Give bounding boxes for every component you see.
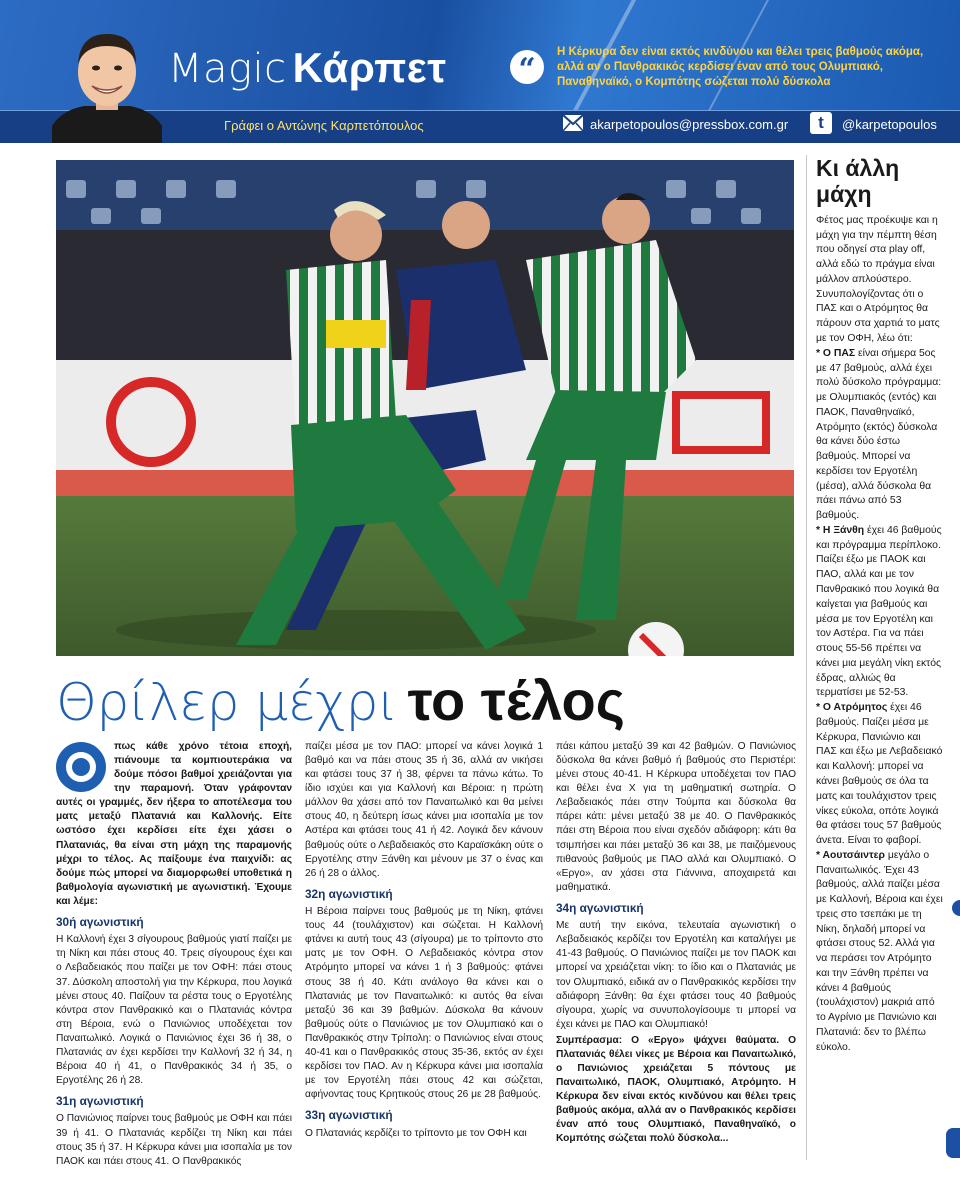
sidebar-item-panaitolikos-lead: * Αουτσάιντερ <box>816 849 885 861</box>
author-email-link[interactable]: akarpetopoulos@pressbox.com.gr <box>590 117 789 132</box>
section-heading-31: 31η αγωνιστική <box>56 1094 144 1109</box>
edge-marker <box>952 900 960 916</box>
sidebar-item-atromitos-text: έχει 46 βαθμούς. Παίζει μέσα με Κέρκυρα, Πανιώνιο και ΠΑΣ και έξω με Λεβαδειακό και Καλλονή: μπορεί να κάνει βαθμούς σε όλα τα ματς και τουλάχιστον τρεις νίκες εύκολα, οπότε λογικά θα φτάσει τους 57 βαθμούς άνετα. Είναι το φαβορί. <box>816 702 943 847</box>
section-heading-33: 33η αγωνιστική <box>305 1108 393 1123</box>
section-text-31-part1: Ο Πανιώνιος παίρνει τους βαθμούς με ΟΦΗ και πάει 39 ή 41. Ο Πλατανιάς κερδίζει τη Νίκη και πάει στους 35 ή 37. Η Κέρκυρα κάνει μια ισοπαλία με τον ΠΑΟΚ και πάει στους 41. Ο Πανθρακικός <box>56 1113 292 1167</box>
section-text-33-part1: Ο Πλατανιάς κερδίζει το τρίποντο με τον ΟΦΗ και <box>305 1127 527 1139</box>
section-heading-34: 34η αγωνιστική <box>556 900 644 915</box>
article-headline <box>56 668 796 738</box>
section-text-31-part2: παίζει μέσα με τον ΠΑΟ: μπορεί να κάνει λογικά 1 βαθμό και να πάει στους 35 ή 36, αλλά αν νικήσει και φτάσει τους 37 ή 38, φέρνει τα πάνω κάτω. Το ίδιο ισχύει και για Καλλονή και Βέροια: η πρώτη μάλλον θα χάσει από τον Παναιτωλικό και θα μείνει στους 40, η δεύτερη ίσως κάνει μια ισοπαλία με τον Αστέρα και φτάσει τους 41 ή 42. Λογικά δεν κάνουν βαθμούς ούτε ο Λεβαδειακός στο Καραϊσκάκη ούτε ο Εργοτέλης στην Ξάνθη και μένουν με 37 ο ένας και 26 ή 28 ο άλλος. <box>305 741 543 879</box>
article-column-1 <box>56 740 292 1171</box>
sidebar-item-pas-text: είναι σήμερα 5ος με 47 βαθμούς, αλλά έχει πολύ δύσκολο πρόγραμμα: με Ολυμπιακός (εντός) και ΠΑΟΚ, Παναθηναϊκό, Ατρόμητο (εκτός) δύσκολα θα κάνει δύο έστω βαθμούς. Μπορεί να κερδίσει τον Εργοτέλη (μέσα), αλλά δύσκολα θα πάει πάνω από 53 βαθμούς. <box>816 347 942 522</box>
sidebar-body <box>816 214 944 1056</box>
quote-icon: “ <box>510 50 544 84</box>
column-name-bold: Κάρπετ <box>292 44 447 91</box>
section-text-32: Η Βέροια παίρνει τους βαθμούς με τη Νίκη, φτάνει τους 44 (τουλάχιστον) και σώζεται. Η Καλλονή φτάνει κι αυτή τους 43 (σίγουρα) με το τρίποντο στο ματς με τον ΟΦΗ. Ο Λεβαδειακός κόντρα στον Ατρόμητο μπορεί να κάνει 1 ή 3 βαθμούς: φτάνει στους 38 ή 40. Κάτι ανάλογο θα κάνει και ο Πλατανιάς με τον Παναιτωλικό: κι αυτός θα είναι μεταξύ 36 και 39 βαθμών. Δύσκολα θα κάνουν βαθμούς ούτε ο Πανιώνιος με τον Ολυμπιακό και ο Πανθρακικός στην Τρίπολη: ο Πανιώνιος είναι στους 40-41 και ο Πανθρακικός στους 35-36, εκτός αν έχει κερδίσει τον ΠΑΟ. Αν η Κέρκυρα κάνει μια ισοπαλία με τον Εργοτέλη πάει στους 42 και σώζεται, αφήνοντας τους Κρητικούς στους 26 με 28 βαθμούς. <box>305 906 543 1101</box>
section-heading-32: 32η αγωνιστική <box>305 886 393 901</box>
twitter-handle-link[interactable]: @karpetopoulos <box>842 117 937 132</box>
sidebar-item-panaitolikos-text: μεγάλο ο Παναιτωλικός. Έχει 43 βαθμούς, αλλά παίζει μέσα με Καλλονή, Βέροια και έχει τρεις στο τσεπάκι με τη Νίκη, δηλαδή μπορεί να φτάσει στους 52. Αλλά για να περάσει τον Ατρόμητο και την Ξάνθη πρέπει να κάνει 4 βαθμούς (τουλάχιστον) μακριά από το Αγρίνιο με Πανιώνιο και Πλατανιά: δεν το βλέπω εύκολο. <box>816 849 943 1053</box>
article-column-2 <box>305 740 543 1143</box>
sidebar-title: Κι άλλη μάχη <box>816 155 900 208</box>
sidebar-box <box>816 155 944 1165</box>
mail-icon <box>562 114 584 132</box>
page-tab-marker <box>946 1128 960 1158</box>
sidebar-item-xanthi-text: έχει 46 βαθμούς και πρόγραμμα περίπλοκο. Παίζει έξω με ΠΑΟΚ και ΠΑΟ, αλλά και με τον Πανθρακικό που λογικά θα καίγεται για βαθμούς και μέσα με τον Εργοτέλη και τον Αστέρα. Για να πάει στους 55-56 πρέπει να κάνει μια μεγάλη νίκη εκτός έδρας, αλλιώς θα τερματίσει με 52-53. <box>816 524 942 699</box>
header-pull-quote: Η Κέρκυρα δεν είναι εκτός κινδύνου και θέλει τρεις βαθμούς ακόμα, αλλά αν ο Πανθρακικός κερδίσει έναν από τους Ολυμπιακό, Παναθηναϊκό, ο Κομπότης σώζεται πολύ δύσκολα <box>557 46 924 89</box>
sidebar-item-atromitos-lead: * Ο Ατρόμητος <box>816 702 888 714</box>
author-avatar <box>52 24 162 143</box>
section-heading-30: 30ή αγωνιστική <box>56 914 144 929</box>
headline-light: Θρίλερ μέχρι <box>56 673 398 733</box>
headline-bold: το τέλος <box>407 669 625 732</box>
column-name-light: Magic <box>168 46 287 92</box>
sidebar-item-atromitos <box>816 701 944 849</box>
section-text-34: Με αυτή την εικόνα, τελευταία αγωνιστική ο Λεβαδειακός κερδίζει τον Εργοτέλη και καταλήγει με 41-43 βαθμούς. Ο Πανιώνιος παίζει με τον ΠΑΟΚ και μπορεί να χρειάζεται νίκη: το ίδιο και ο Πλατανιάς με τον Ολυμπιακό, ειδικά αν ο Πανθρακικός κερδίσει την αδιάφορη Ξάνθη: θα έχει φτάσει τους 40 βαθμούς σίγουρα, χωρίς να συνυπολογίσουμε τι μπορεί να έχει κάνει με ΠΑΟ και Ολυμπιακό! <box>556 920 796 1030</box>
sidebar-item-pas <box>816 347 944 524</box>
section-text-33-part2: πάει κάπου μεταξύ 39 και 42 βαθμών. Ο Πανιώνιος δύσκολα θα κάνει βαθμό ή βαθμούς στο Περιστέρι: μένει στους 40-41. Η Κέρκυρα υποδέχεται τον ΠΑΟ και θέλει ένα Χ για τη μαθηματική σωτηρία. Ο Λεβαδειακός πάει στην Τούμπα και δύσκολα θα πάρει κάτι: μένει μεταξύ 38 με 40. Ο Πανθρακικός πάει στη Βέροια που είναι σχεδόν αδιάφορη: κάτι θα τσιμπήσει και πάει μεταξύ 36 και 38, με παιζόμενους πιθανούς βαθμούς με ΠΑΟ αλλά και Ολυμπιακό. Ο «Εργο», αν χάσει στα Γιάννινα, αποχαιρετά και μαθηματικά. <box>556 741 796 893</box>
column-brand <box>168 44 446 104</box>
column-header <box>0 0 960 143</box>
article-column-3 <box>556 740 796 1148</box>
sidebar-intro: Φέτος μας προέκυψε και η μάχη για την πέμπτη θέση που οδηγεί στα play off, αλλά εδώ το πράγμα είναι μάλλον απλούστερο. Συνυπολογίζοντας ότι ο ΠΑΣ και ο Ατρόμητος θα πάρουν στα χαρτιά το ματς με τον ΟΦΗ, λέω ότι: <box>816 214 940 344</box>
article-intro: πως κάθε χρόνο τέτοια εποχή, πιάνουμε τα κομπιουτεράκια να δούμε πόσοι βαθμοί χρειάζονται για την παραμονή. Όταν γράφονταν αυτές οι γραμμές, δεν ήξερα το αποτέλεσμα του ματς μεταξύ Πλατανιά και Καλλονής. Είτε ωστόσο έχει κερδίσει είτε έχει χάσει ο Πλατανιάς, θα είναι στη μάχη της παραμονής μέχρι το τέλος. Ας παίξουμε ένα παιχνίδι: ας δούμε πώς μπορεί να διαμορφωθεί υποθετικά η βαθμολογία αγωνιστική με αγωνιστική. Έχουμε και λέμε: <box>56 741 292 907</box>
sidebar-item-xanthi-lead: * Η Ξάνθη <box>816 524 865 536</box>
article-conclusion: Συμπέρασμα: Ο «Εργο» ψάχνει θαύματα. Ο Πλατανιάς θέλει νίκες με Βέροια και Παναιτωλικό, ο Πανιώνιος χρειάζεται 5 πόντους με Παναιτωλικό, ΠΑΟΚ, Ολυμπιακό, Ατρόμητο. Η Κέρκυρα δεν είναι εκτός κινδύνου και θέλει τρεις βαθμούς ακόμα, αλλά αν ο Πανθρακικός κερδίσει έναν από τους Ολυμπιακό, Παναθηναϊκό, ο Κομπότης σώζεται πολύ δύσκολα... <box>556 1034 796 1145</box>
author-byline: Γράφει ο Αντώνης Καρπετόπουλος <box>224 118 424 133</box>
sidebar-item-panaitolikos <box>816 849 944 1056</box>
dropcap-o-icon <box>56 742 106 792</box>
sidebar-divider <box>806 155 807 1160</box>
section-text-30: Η Καλλονή έχει 3 σίγουρους βαθμούς γιατί παίζει με τη Νίκη και πάει στους 40. Τρεις σίγουρους έχει και ο Λεβαδειακός που παίζει με τον ΟΦΗ: πάει στους 37. Δύσκολη αποστολή για την Κέρκυρα, που λογικά μένει στους 40. Παίζουν τα ρέστα τους ο Εργοτέλης κόντρα στον Πανθρακικό και ο Πλατανιάς κόντρα στη Βέροια, ενώ ο Πανιώνιος υποδέχεται τον Παναιτωλικό. Λογικά ο Πανιώνιος έχει 36 ή 38, ο Πλατανιάς αν έχει κερδίσει την Καλλονή 32 ή 34, η Βέροια 40 ή 41, ο Πανθρακικός 34 ή 35, ο Εργοτέλης 26 ή 28. <box>56 934 292 1087</box>
sidebar-item-xanthi <box>816 524 944 701</box>
twitter-icon: t <box>810 112 832 134</box>
sidebar-item-pas-lead: * Ο ΠΑΣ <box>816 347 856 359</box>
match-photo <box>56 160 794 656</box>
